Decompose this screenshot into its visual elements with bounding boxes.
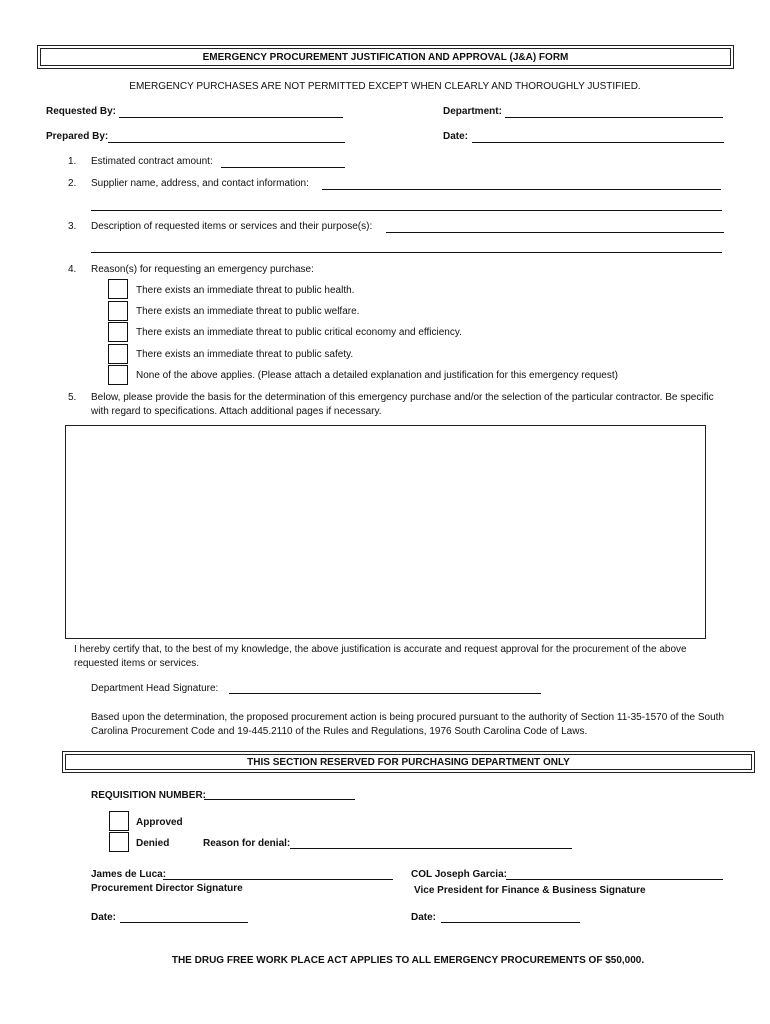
prepared-by-label: Prepared By: xyxy=(46,131,109,142)
dept-head-signature-field[interactable] xyxy=(229,693,541,694)
department-field[interactable] xyxy=(505,117,723,118)
item-2-number: 2. xyxy=(68,178,77,189)
dept-head-signature-label: Department Head Signature: xyxy=(91,683,219,694)
reason-label-health: There exists an immediate threat to public health. xyxy=(136,285,355,296)
item-1-label: Estimated contract amount: xyxy=(91,156,213,167)
director-name-label: James de Luca: xyxy=(91,869,167,880)
reason-checkbox-welfare[interactable] xyxy=(108,301,128,321)
item-1-number: 1. xyxy=(68,156,77,167)
reason-for-denial-label: Reason for denial: xyxy=(203,838,291,849)
contract-amount-field[interactable] xyxy=(221,167,345,168)
item-5-number: 5. xyxy=(68,392,77,403)
approved-checkbox[interactable] xyxy=(109,811,129,831)
reason-label-welfare: There exists an immediate threat to public welfare. xyxy=(136,306,360,317)
item-4-number: 4. xyxy=(68,264,77,275)
vp-title: Vice President for Finance & Business Signature xyxy=(414,885,646,896)
description-field-line-2[interactable] xyxy=(91,252,722,253)
justification-textarea[interactable] xyxy=(65,425,706,639)
reason-checkbox-none[interactable] xyxy=(108,365,128,385)
reason-label-economy: There exists an immediate threat to public critical economy and efficiency. xyxy=(136,327,462,338)
vp-name-label: COL Joseph Garcia: xyxy=(411,869,507,880)
vp-date-field[interactable] xyxy=(441,922,580,923)
item-4-label: Reason(s) for requesting an emergency purchase: xyxy=(91,264,314,275)
requisition-number-field[interactable] xyxy=(204,799,355,800)
approved-label: Approved xyxy=(136,817,183,828)
certify-text: I hereby certify that, to the best of my knowledge, the above justification is accurate and request approval for the procurement of the above requested items or services. xyxy=(74,644,687,669)
vp-date-label: Date: xyxy=(411,912,437,923)
reason-checkbox-health[interactable] xyxy=(108,279,128,299)
director-signature-field[interactable] xyxy=(163,879,393,880)
director-date-label: Date: xyxy=(91,912,117,923)
supplier-field-line-2[interactable] xyxy=(91,210,722,211)
description-field[interactable] xyxy=(386,232,724,233)
reason-for-denial-field[interactable] xyxy=(290,848,572,849)
reason-label-none: None of the above applies. (Please attach a detailed explanation and justification for this emergency request) xyxy=(136,370,618,381)
date-field[interactable] xyxy=(472,142,724,143)
item-2-label: Supplier name, address, and contact information: xyxy=(91,178,309,189)
item-3-number: 3. xyxy=(68,221,77,232)
vp-signature-field[interactable] xyxy=(506,879,723,880)
reserved-title: THIS SECTION RESERVED FOR PURCHASING DEPARTMENT ONLY xyxy=(247,756,570,768)
footer-notice: THE DRUG FREE WORK PLACE ACT APPLIES TO ALL EMERGENCY PROCUREMENTS OF $50,000. xyxy=(171,955,645,966)
director-date-field[interactable] xyxy=(120,922,248,923)
date-label: Date: xyxy=(443,131,469,142)
subtitle: EMERGENCY PURCHASES ARE NOT PERMITTED EXCEPT WHEN CLEARLY AND THOROUGHLY JUSTIFIED. xyxy=(129,81,641,92)
requested-by-field[interactable] xyxy=(119,117,343,118)
form-title: EMERGENCY PROCUREMENT JUSTIFICATION AND APPROVAL (J&A) FORM xyxy=(202,51,569,63)
supplier-field[interactable] xyxy=(322,189,721,190)
denied-checkbox[interactable] xyxy=(109,832,129,852)
prepared-by-field[interactable] xyxy=(108,142,345,143)
director-title: Procurement Director Signature xyxy=(91,883,243,894)
reserved-section-box xyxy=(62,751,755,773)
requested-by-label: Requested By: xyxy=(46,106,117,117)
item-3-label: Description of requested items or services and their purpose(s): xyxy=(91,221,373,232)
item-5-label: Below, please provide the basis for the determination of this emergency purchase and/or the selection of the particular contractor. Be specific with regard to specifications. Attach additional pages if necessary. xyxy=(91,392,714,417)
denied-label: Denied xyxy=(136,838,170,849)
requisition-number-label: REQUISITION NUMBER: xyxy=(91,790,206,801)
title-box xyxy=(37,45,734,69)
determination-text: Based upon the determination, the proposed procurement action is being procured pursuant to the authority of Section 11-35-1570 of the South Carolina Procurement Code and 19-445.2110 of the Rules and Regulations, 1976 South Carolina Code of Laws. xyxy=(91,712,725,737)
reason-checkbox-economy[interactable] xyxy=(108,322,128,342)
reason-label-safety: There exists an immediate threat to public safety. xyxy=(136,349,354,360)
department-label: Department: xyxy=(443,106,502,117)
reason-checkbox-safety[interactable] xyxy=(108,344,128,364)
